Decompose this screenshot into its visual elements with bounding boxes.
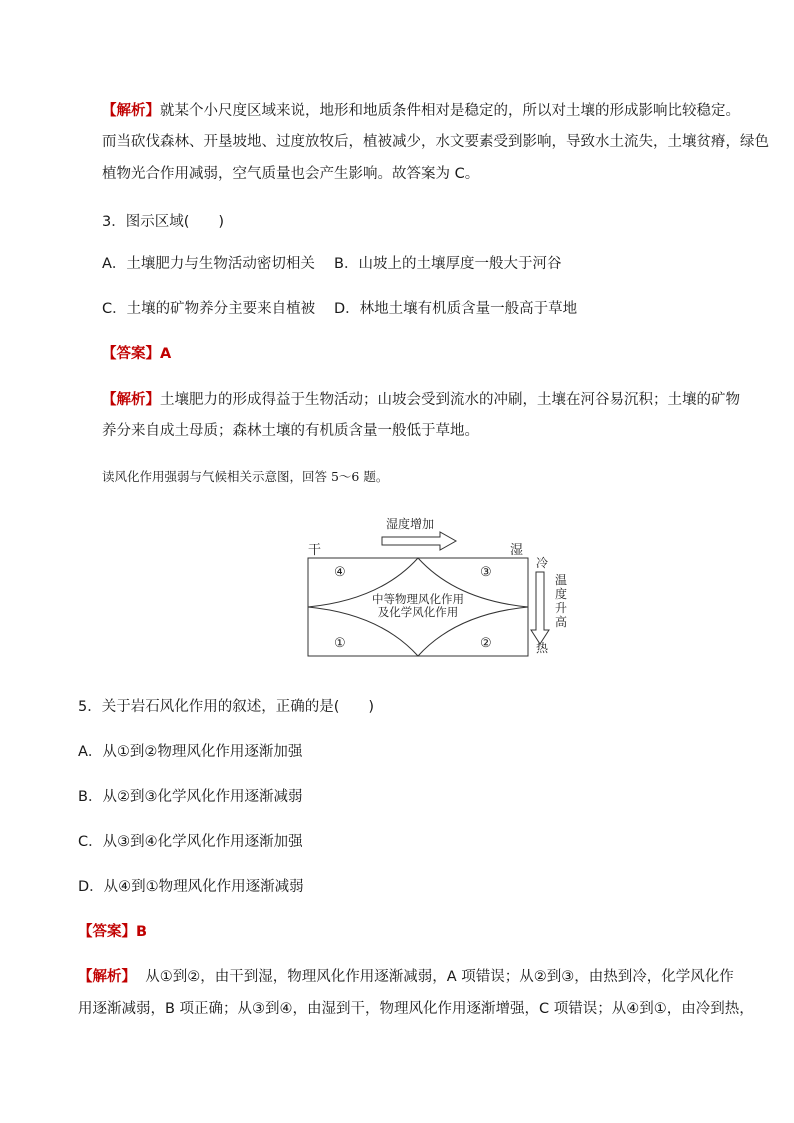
- analysis-tag: 【解析】: [78, 969, 136, 985]
- q3-answer: [102, 343, 171, 365]
- humidity-label: 湿度增加: [386, 517, 435, 531]
- q3-option-c: C．土壤的矿物养分主要来自植被: [102, 301, 316, 317]
- weathering-climate-diagram: [300, 512, 580, 662]
- zone-3-label: ③: [480, 565, 492, 580]
- q3-analysis-text-1: 土壤肥力的形成得益于生物活动；山坡会受到流水的冲刷，土壤在河谷易沉积；土壤的矿物: [160, 392, 740, 408]
- q5-option-d: D．从④到①物理风化作用逐渐减弱: [78, 879, 304, 895]
- analysis-tag: 【解析】: [102, 103, 160, 119]
- q2-analysis-line-2: 而当砍伐森林、开垦坡地、过度放牧后，植被减少，水文要素受到影响，导致水土流失，土壤贫瘠，绿色: [102, 134, 769, 150]
- q5-analysis-text-1: 从①到②，由干到湿，物理风化作用逐渐减弱，A 项错误；从②到③，由热到冷，化学风化作: [145, 969, 734, 985]
- q5-option-b: B．从②到③化学风化作用逐渐减弱: [78, 789, 303, 805]
- q5-answer: [78, 921, 147, 943]
- q3-analysis-line-1: [102, 389, 740, 411]
- temp-label-1: 温: [555, 573, 568, 587]
- temperature-arrow-icon: [531, 572, 549, 644]
- q5-stem: 5．关于岩石风化作用的叙述，正确的是( ): [78, 699, 375, 715]
- wet-label: 湿: [510, 543, 524, 558]
- cold-label: 冷: [536, 556, 549, 570]
- zone-1-label: ①: [334, 636, 346, 651]
- center-label-2: 及化学风化作用: [377, 605, 459, 619]
- q5-option-a: A．从①到②物理风化作用逐渐加强: [78, 744, 303, 760]
- temp-label-2: 度: [555, 587, 568, 601]
- q3-option-a: A．土壤肥力与生物活动密切相关: [102, 256, 315, 272]
- center-label-1: 中等物理风化作用: [372, 592, 464, 606]
- zone-2-label: ②: [480, 636, 492, 651]
- q2-analysis-line-3: 植物光合作用减弱，空气质量也会产生影响。故答案为 C。: [102, 166, 480, 182]
- q5-analysis-line-1: [78, 966, 734, 988]
- diagram-intro: 读风化作用强弱与气候相关示意图，回答 5～6 题。: [102, 469, 389, 484]
- analysis-tag: 【解析】: [102, 392, 160, 408]
- answer-tag: 【答案】: [102, 346, 160, 362]
- hot-label: 热: [536, 641, 549, 655]
- dry-label: 干: [308, 543, 322, 558]
- q5-analysis-line-2: 用逐渐减弱，B 项正确；从③到④，由湿到干，物理风化作用逐渐增强，C 项错误；从④到①，由冷到热，: [78, 1001, 754, 1017]
- temp-label-4: 高: [555, 615, 568, 629]
- zone-4-label: ④: [334, 565, 346, 580]
- answer-tag: 【答案】: [78, 924, 136, 940]
- q5-answer-value: B: [136, 924, 148, 940]
- q3-stem: 3．图示区域( ): [102, 214, 225, 230]
- q3-analysis-line-2: 养分来自成土母质；森林土壤的有机质含量一般低于草地。: [102, 423, 479, 439]
- q2-analysis-text-1: 就某个小尺度区域来说，地形和地质条件相对是稳定的，所以对土壤的形成影响比较稳定。: [160, 103, 740, 119]
- q3-answer-value: A: [160, 346, 172, 362]
- q2-analysis-line-1: [102, 100, 740, 122]
- q3-option-d: D．林地土壤有机质含量一般高于草地: [334, 301, 578, 317]
- humidity-arrow-icon: [382, 532, 456, 550]
- q5-option-c: C．从③到④化学风化作用逐渐加强: [78, 834, 303, 850]
- q3-option-b: B．山坡上的土壤厚度一般大于河谷: [334, 256, 562, 272]
- temp-label-3: 升: [555, 601, 568, 615]
